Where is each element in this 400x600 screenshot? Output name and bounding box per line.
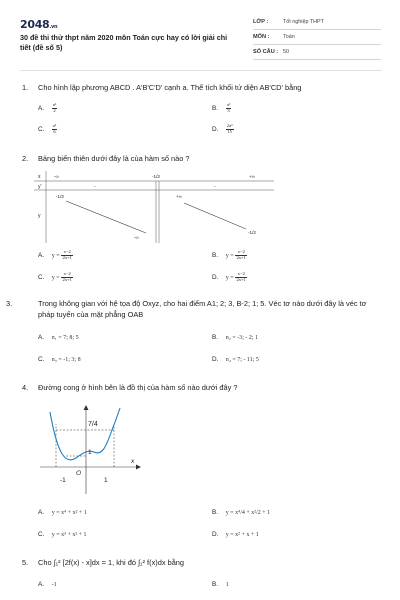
option-value: n₁ = 7; 8; 5 — [51, 335, 79, 341]
option-value: y = x⁴ + x² + 1 — [51, 510, 87, 516]
option-value: n₄ = 7; - 11; 5 — [225, 357, 259, 363]
option-prefix: y = — [51, 274, 60, 281]
option-1a[interactable] — [38, 103, 57, 113]
option-letter: A. — [38, 334, 45, 341]
graph-label: O — [76, 470, 82, 477]
option-letter: B. — [212, 509, 219, 516]
option-fraction — [61, 272, 72, 282]
denominator: 2x+1 — [236, 276, 246, 282]
option-4a[interactable] — [38, 508, 87, 518]
option-letter: C. — [38, 531, 45, 538]
graph-label: x — [131, 458, 135, 465]
question-3 — [6, 298, 382, 320]
option-fraction — [52, 124, 57, 134]
option-letter: D. — [212, 356, 219, 363]
option-1b[interactable] — [212, 103, 231, 113]
table-arrow-down — [66, 201, 146, 233]
option-value: n₂ = -3; - 2; 1 — [225, 335, 259, 341]
table-x-label: x — [38, 174, 41, 180]
graph-label: 7/4 — [88, 421, 98, 428]
numerator: a³ — [52, 102, 57, 107]
numerator: x−2 — [235, 250, 246, 256]
option-5a[interactable] — [38, 580, 57, 590]
meta-value: Tốt nghiệp THPT — [283, 19, 324, 25]
question-5 — [22, 557, 382, 568]
denominator: 15 — [227, 128, 232, 134]
table-sign: - — [94, 184, 96, 190]
option-letter: B. — [212, 581, 219, 588]
option-fraction — [52, 103, 57, 113]
table-y-label: y — [38, 213, 41, 219]
option-5b[interactable] — [212, 580, 229, 590]
question-number: 4. — [22, 383, 29, 392]
option-1d[interactable] — [212, 124, 234, 134]
logo-text: 2048 — [20, 18, 50, 31]
question-number: 1. — [22, 83, 29, 92]
option-4d[interactable] — [212, 530, 259, 540]
question-2 — [22, 153, 382, 164]
meta-value: 50 — [283, 49, 289, 55]
numerator: a³ — [52, 123, 57, 128]
option-fraction — [61, 250, 72, 260]
option-letter: C. — [38, 273, 45, 281]
question-number: 3. — [6, 299, 13, 308]
table-yprime-label: y' — [38, 184, 42, 190]
table-sign: - — [214, 184, 216, 190]
table-x-value: -∞ — [54, 174, 59, 179]
option-1c[interactable] — [38, 124, 57, 134]
numerator: 2a³ — [226, 123, 233, 128]
meta-row-count — [253, 47, 381, 60]
option-3a[interactable] — [38, 333, 79, 343]
option-3c[interactable] — [38, 355, 81, 365]
option-2a[interactable] — [38, 250, 73, 261]
function-graph — [36, 402, 146, 497]
denominator: 2x+1 — [62, 254, 72, 260]
meta-value: Toán — [283, 34, 295, 40]
option-letter: D. — [212, 273, 219, 281]
table-x-value: -1/2 — [152, 174, 160, 179]
question-4 — [22, 382, 382, 393]
option-letter: B. — [212, 334, 219, 341]
option-value: 1 — [225, 582, 229, 588]
site-logo[interactable] — [20, 18, 57, 31]
option-fraction — [226, 103, 231, 113]
graph-label: 1 — [104, 477, 108, 484]
option-letter: A. — [38, 251, 45, 259]
option-fraction — [235, 272, 246, 282]
numerator: x−2 — [61, 272, 72, 278]
denominator: 2x+1 — [236, 254, 246, 260]
question-text: Trong không gian với hệ tọa độ Oxyz, cho hai điểm A1; 2; 3, B-2; 1; 5. Véc tơ nào dưới đây là véc tơ pháp tuyến của mặt phẳng OAB — [38, 299, 367, 319]
option-prefix: y = — [225, 274, 234, 281]
table-arrow-down — [184, 203, 246, 229]
option-fraction — [226, 124, 234, 134]
option-2c[interactable] — [38, 272, 73, 283]
option-2d[interactable] — [212, 272, 247, 283]
option-value: n₃ = -1; 3; 8 — [51, 357, 81, 363]
graph-label: 1 — [88, 449, 92, 456]
option-letter: B. — [212, 251, 219, 259]
denominator: 2x+1 — [62, 276, 72, 282]
question-1 — [22, 82, 382, 93]
numerator: a³ — [226, 102, 231, 107]
question-number: 2. — [22, 154, 29, 163]
question-number: 5. — [22, 558, 29, 567]
option-letter: C. — [38, 125, 45, 133]
table-y-value: -1/2 — [56, 194, 64, 199]
header-divider — [20, 70, 382, 71]
option-letter: B. — [212, 104, 219, 112]
document-meta — [253, 17, 381, 62]
option-2b[interactable] — [212, 250, 247, 261]
table-y-value: -1/2 — [248, 230, 256, 235]
document-title: 30 đề thi thử thpt năm 2020 môn Toán cực hay có lời giải chi tiết (đề số 5) — [20, 33, 228, 52]
variation-table — [34, 171, 274, 243]
question-text: Cho ∫₁² [2f(x) - x]dx = 1, khi đó ∫₁² f(x)dx bằng — [38, 558, 185, 567]
denominator: 3 — [227, 107, 230, 113]
option-4c[interactable] — [38, 530, 87, 540]
table-x-value: +∞ — [249, 174, 255, 179]
table-y-value: -∞ — [134, 235, 139, 240]
meta-key: MÔN : — [253, 34, 270, 40]
option-letter: A. — [38, 581, 45, 588]
option-letter: D. — [212, 531, 219, 538]
option-4b[interactable] — [212, 508, 270, 518]
numerator: x−2 — [235, 272, 246, 278]
logo-tld: .vn — [49, 24, 58, 30]
question-text: Bảng biến thiên dưới đây là của hàm số nào ? — [38, 154, 190, 163]
table-y-value: +∞ — [176, 194, 182, 199]
option-fraction — [235, 250, 246, 260]
question-text: Cho hình lập phương ABCD . A'B'C'D' cạnh a. Thể tích khối tứ diện AB'CD' bằng — [38, 83, 302, 92]
option-3b[interactable] — [212, 333, 258, 343]
denominator: 2 — [53, 107, 56, 113]
option-value: y = x⁴/4 + x²/2 + 1 — [225, 510, 271, 516]
option-value: y = x² + x + 1 — [225, 532, 259, 538]
meta-row-subject — [253, 32, 381, 45]
option-value: y = x³ + x² + 1 — [51, 532, 87, 538]
question-text: Đường cong ở hình bên là đồ thị của hàm số nào dưới đây ? — [38, 383, 238, 392]
denominator: 6 — [53, 128, 56, 134]
option-letter: A. — [38, 509, 45, 516]
option-letter: C. — [38, 356, 45, 363]
option-letter: D. — [212, 125, 219, 133]
meta-row-class — [253, 17, 381, 30]
graph-label: -1 — [60, 477, 66, 484]
option-letter: A. — [38, 104, 45, 112]
option-prefix: y = — [225, 252, 234, 259]
option-prefix: y = — [51, 252, 60, 259]
numerator: x−2 — [61, 250, 72, 256]
meta-key: SỐ CÂU : — [253, 49, 279, 55]
meta-key: LỚP : — [253, 19, 269, 25]
option-3d[interactable] — [212, 355, 259, 365]
option-value: -1 — [51, 582, 57, 588]
